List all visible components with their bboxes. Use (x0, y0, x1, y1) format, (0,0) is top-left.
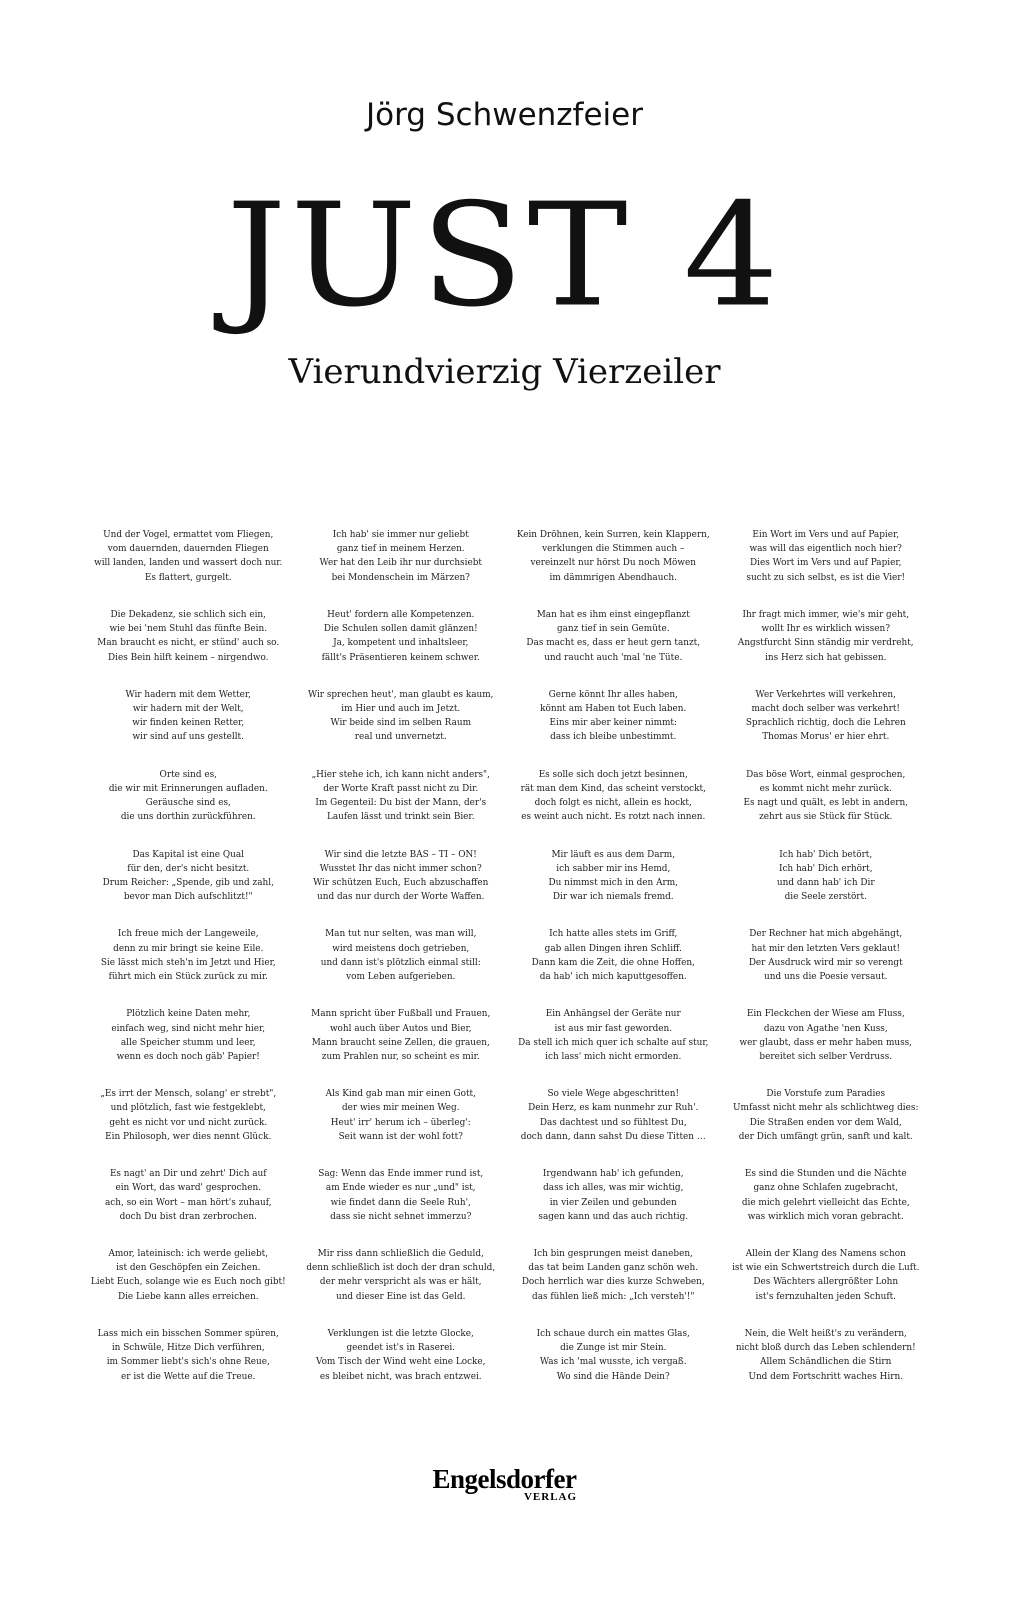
stanza-line: die Zunge ist mir Stein. (560, 1343, 667, 1354)
stanza-line: Wir beide sind im selben Raum (330, 718, 471, 729)
stanza-line: Ihr fragt mich immer, wie's mir geht, (742, 609, 910, 620)
publisher-name: Engelsdorfer (432, 1464, 577, 1494)
stanza-line: Wusstet Ihr das nicht immer schon? (319, 863, 482, 874)
stanza-line: Es nagt und quält, es lebt in andern, (743, 798, 908, 809)
stanza-line: Was ich 'mal wusste, ich vergaß. (539, 1357, 687, 1368)
stanza-line: Man braucht es nicht, er stünd' auch so. (97, 638, 280, 649)
stanza-line: Mann braucht seine Zellen, die grauen, (311, 1037, 490, 1048)
stanza-line: Angstfurcht Sinn ständig mir verdreht, (737, 638, 914, 649)
stanza-line: Ein Philosoph, wer dies nennt Glück. (105, 1131, 272, 1142)
stanza-line: ganz tief in sein Gemüte. (556, 624, 670, 635)
stanza-line: Es flattert, gurgelt. (144, 572, 232, 583)
stanza-line: in Schwüle, Hitze Dich verführen, (111, 1343, 265, 1354)
stanza-line: Sag: Wenn das Ende immer rund ist, (318, 1169, 484, 1180)
stanza-line: geendet ist's in Raserei. (346, 1343, 455, 1354)
stanza-line: die uns dorthin zurückführen. (120, 812, 256, 823)
stanza-line: Irgendwann hab' ich gefunden, (542, 1169, 684, 1180)
stanza-line: wollt Ihr es wirklich wissen? (761, 624, 890, 635)
stanza-line: Ich bin gesprungen meist daneben, (533, 1249, 693, 1260)
stanza-line: zum Prahlen nur, so scheint es mir. (321, 1051, 480, 1062)
book-title: JUST 4 (226, 173, 783, 339)
stanza-line: rät man dem Kind, das scheint verstockt, (520, 783, 706, 794)
stanza-line: vom Leben aufgerieben. (346, 972, 456, 983)
stanza-line: Ich freue mich der Langeweile, (117, 929, 259, 940)
stanza (82, 525, 295, 605)
stanza-line: Ich hab' Dich erhört, (778, 863, 873, 874)
stanza-line: das fühlen ließ mich: „Ich versteh'!" (532, 1291, 695, 1302)
book-subtitle: Vierundvierzig Vierzeiler (288, 352, 721, 392)
stanza-line: Verklungen ist die letzte Glocke, (327, 1328, 474, 1339)
stanza-line: ist aus mir fast geworden. (554, 1023, 673, 1034)
stanza-line: sagen kann und das auch richtig. (538, 1211, 689, 1222)
stanza-line: bevor man Dich aufschlitzt!" (123, 892, 253, 903)
stanza-line: wie findet dann die Seele Ruh', (330, 1197, 471, 1208)
stanza-line: einfach weg, sind nicht mehr hier, (111, 1023, 266, 1034)
stanza (295, 845, 508, 925)
stanza (295, 1084, 508, 1164)
stanza-line: im Sommer liebt's sich's ohne Reue, (106, 1357, 270, 1368)
stanza-line: die mich gelehrt vielleicht das Echte, (741, 1197, 910, 1208)
stanza-line: vom dauernden, dauernden Fliegen (107, 544, 269, 555)
stanza-line: Die Liebe kann alles erreichen. (117, 1291, 259, 1302)
stanza (82, 1324, 295, 1404)
stanza-line: der Dich umfängt grün, sanft und kalt. (738, 1131, 913, 1142)
stanza-line: und dann hab' ich Dir (776, 877, 875, 888)
stanza (507, 765, 720, 845)
stanza-line: der mehr verspricht als was er hält, (319, 1277, 482, 1288)
stanza-line: verklungen die Stimmen auch – (542, 544, 685, 555)
stanza (295, 1164, 508, 1244)
stanza (295, 1324, 508, 1404)
stanza-line: Orte sind es, (159, 769, 217, 780)
stanza-line: es weint auch nicht. Es rotzt nach innen. (521, 812, 706, 823)
stanza-line: Amor, lateinisch: ich werde geliebt, (108, 1249, 269, 1260)
stanza-line: im dämmrigen Abendhauch. (549, 572, 677, 583)
stanza (720, 1004, 933, 1084)
stanza-line: will landen, landen und wassert doch nur. (94, 558, 283, 569)
stanza-line: Nein, die Welt heißt's zu verändern, (744, 1328, 907, 1339)
stanza-line: Wer hat den Leib ihr nur durchsiebt (319, 558, 482, 569)
stanza (82, 685, 295, 765)
stanza-line: ganz tief in meinem Herzen. (336, 544, 465, 555)
stanza-line: Eins mir aber keiner nimmt: (549, 718, 677, 729)
stanza (295, 685, 508, 765)
stanza-line: Mann spricht über Fußball und Frauen, (311, 1009, 491, 1020)
stanza-line: Und dem Fortschritt waches Hirn. (748, 1371, 904, 1382)
stanza-line: Wo sind die Hände Dein? (556, 1371, 670, 1382)
stanza-line: Ich schaue durch ein mattes Glas, (536, 1328, 690, 1339)
stanza-line: vereinzelt nur hörst Du noch Möwen (530, 558, 696, 569)
stanza-line: der Worte Kraft passt nicht zu Dir. (323, 783, 479, 794)
stanza-line: Dein Herz, es kam nunmehr zur Ruh'. (528, 1103, 699, 1114)
publisher-sub: VERLAG (523, 1491, 578, 1503)
stanza-line: Sprachlich richtig, doch die Lehren (745, 718, 906, 729)
stanza-line: ach, so ein Wort – man hört's zuhauf, (104, 1197, 272, 1208)
stanza-line: Ich hatte alles stets im Griff, (549, 929, 678, 940)
stanza (82, 1164, 295, 1244)
stanza-line: wenn es doch noch gäb' Papier! (116, 1051, 260, 1062)
stanza-line: So viele Wege abgeschritten! (547, 1089, 680, 1100)
stanza-line: dass ich bleibe unbestimmt. (550, 732, 677, 743)
stanza (720, 685, 933, 765)
stanza-line: wir sind auf uns gestellt. (132, 732, 244, 743)
stanza-line: ganz ohne Schlafen zugebracht, (753, 1183, 899, 1194)
stanza-line: ein Wort, das ward' gesprochen. (115, 1183, 262, 1194)
stanza-line: Wer Verkehrtes will verkehren, (755, 689, 896, 700)
stanza-grid (82, 525, 932, 1395)
stanza (295, 924, 508, 1004)
stanza-line: das tat beim Landen ganz schön weh. (528, 1263, 699, 1274)
stanza-line: wird meistens doch getrieben, (332, 943, 470, 954)
stanza-line: ist wie ein Schwertstreich durch die Luft. (732, 1263, 920, 1274)
stanza-line: am Ende wieder es nur „und" ist, (325, 1183, 476, 1194)
stanza-line: wir finden keinen Retter, (132, 718, 245, 729)
stanza (507, 605, 720, 685)
stanza-line: Als Kind gab man mir einen Gott, (325, 1089, 476, 1100)
stanza-line: alle Speicher stumm und leer, (120, 1037, 256, 1048)
publisher-logo (0, 1466, 1009, 1502)
stanza-line: und dann ist's plötzlich einmal still: (320, 957, 481, 968)
stanza-line: Und der Vogel, ermattet vom Fliegen, (103, 530, 274, 540)
stanza-line: Wir schützen Euch, Euch abzuschaffen (313, 877, 489, 888)
stanza-line: Die Dekadenz, sie schlich sich ein, (110, 609, 266, 620)
stanza-line: nicht bloß durch das Leben schlendern! (735, 1343, 916, 1354)
stanza-line: und raucht auch 'mal 'ne Tüte. (544, 652, 683, 663)
stanza-line: Thomas Morus' er hier ehrt. (762, 732, 890, 743)
stanza-line: Man hat es ihm einst eingepflanzt (536, 609, 690, 620)
stanza-line: Dann kam die Zeit, die ohne Hoffen, (531, 957, 695, 968)
stanza (507, 1004, 720, 1084)
stanza-line: ins Herz sich hat gebissen. (765, 652, 887, 663)
stanza-line: Wir hadern mit dem Wetter, (125, 689, 252, 700)
stanza-line: Sie lässt mich steh'n im Jetzt und Hier, (100, 957, 276, 968)
stanza-line: Plötzlich keine Daten mehr, (126, 1009, 251, 1020)
stanza (82, 924, 295, 1004)
stanza-line: doch dann, dann sahst Du diese Titten … (520, 1131, 706, 1142)
stanza-line: Im Gegenteil: Du bist der Mann, der's (315, 798, 487, 809)
stanza-line: in vier Zeilen und gebunden (549, 1197, 677, 1208)
stanza-line: Es solle sich doch jetzt besinnen, (538, 769, 688, 780)
stanza (507, 924, 720, 1004)
stanza-line: bereitet sich selber Verdruss. (759, 1051, 893, 1062)
stanza (507, 1164, 720, 1244)
stanza-line: Ein Wort im Vers und auf Papier, (752, 530, 900, 540)
stanza-line: Das Kapital ist eine Qual (132, 849, 245, 860)
stanza-line: Gerne könnt Ihr alles haben, (548, 689, 678, 700)
stanza (507, 1324, 720, 1404)
stanza-line: denn schließlich ist doch der dran schuld, (306, 1263, 496, 1274)
stanza-line: die Seele zerstört. (784, 892, 867, 903)
stanza-line: Ich hab' sie immer nur geliebt (332, 530, 469, 540)
stanza-line: Mir läuft es aus dem Darm, (551, 849, 676, 860)
stanza-line: was wirklich mich voran gebracht. (747, 1211, 904, 1222)
stanza-line: Da stell ich mich quer ich schalte auf stur, (518, 1037, 709, 1048)
stanza-line: Wir sind die letzte BAS – TI – ON! (324, 849, 477, 860)
stanza (720, 1244, 933, 1324)
stanza-line: Mir riss dann schließlich die Geduld, (317, 1249, 484, 1260)
stanza-line: wohl auch über Autos und Bier, (329, 1023, 472, 1034)
stanza-line: ist's fernzuhalten jeden Schuft. (755, 1291, 896, 1302)
stanza-line: im Hier und auch im Jetzt. (341, 703, 461, 714)
stanza-line: Es nagt' an Dir und zehrt' Dich auf (109, 1169, 267, 1180)
stanza (720, 1324, 933, 1404)
stanza-line: Ja, kompetent und inhaltsleer, (333, 638, 469, 649)
stanza-line: ich lass' mich nicht ermorden. (545, 1051, 682, 1062)
stanza-line: was will das eigentlich noch hier? (749, 544, 902, 555)
stanza-line: real und unvernetzt. (354, 732, 447, 743)
stanza-line: Dir war ich niemals fremd. (552, 892, 674, 903)
stanza-line: er ist die Wette auf die Treue. (121, 1371, 256, 1382)
stanza-line: Der Rechner hat mich abgehängt, (749, 929, 903, 940)
stanza-line: da hab' ich mich kaputtgesoffen. (539, 972, 687, 983)
stanza-line: fällt's Präsentieren keinem schwer. (321, 652, 480, 663)
stanza-line: Der Ausdruck wird mir so verengt (748, 957, 903, 968)
stanza (82, 1084, 295, 1164)
stanza-line: dass ich alles, was mir wichtig, (543, 1183, 684, 1194)
stanza (720, 1164, 933, 1244)
stanza-line: Seit wann ist der wohl fott? (338, 1131, 463, 1142)
stanza-line: für den, der's nicht besitzt. (127, 863, 250, 874)
stanza-line: dazu von Agathe 'nen Kuss, (763, 1023, 888, 1034)
stanza-line: Heut' fordern alle Kompetenzen. (327, 609, 475, 620)
stanza-line: Man tut nur selten, was man will, (325, 929, 477, 940)
stanza-line: der wies mir meinen Weg. (341, 1103, 460, 1114)
stanza (720, 605, 933, 685)
stanza-line: Umfasst nicht mehr als schlichtweg dies: (733, 1103, 919, 1114)
stanza-line: Kein Dröhnen, kein Surren, kein Klappern, (516, 530, 710, 540)
stanza-line: zehrt aus sie Stück für Stück. (759, 812, 893, 823)
stanza-line: Laufen lässt und trinkt sein Bier. (326, 812, 475, 823)
stanza (82, 765, 295, 845)
stanza-line: bei Mondenschein im Märzen? (331, 572, 470, 583)
stanza-line: ich sabber mir ins Hemd, (556, 863, 671, 874)
stanza (720, 1084, 933, 1164)
stanza (295, 1244, 508, 1324)
stanza (507, 525, 720, 605)
stanza-line: die wir mit Erinnerungen aufladen. (108, 783, 268, 794)
stanza-line: Es sind die Stunden und die Nächte (744, 1169, 907, 1180)
stanza-line: es kommt nicht mehr zurück. (759, 783, 892, 794)
stanza-line: doch Du bist dran zerbrochen. (119, 1211, 257, 1222)
stanza (295, 605, 508, 685)
stanza-line: ist den Geschöpfen ein Zeichen. (116, 1263, 261, 1274)
stanza-line: Geräusche sind es, (145, 798, 231, 809)
stanza (507, 1084, 720, 1164)
stanza (295, 765, 508, 845)
stanza-line: und dieser Eine ist das Geld. (336, 1291, 466, 1302)
stanza-line: geht es nicht vor und nicht zurück. (109, 1117, 268, 1128)
stanza-line: Des Wächters allergrößter Lohn (753, 1277, 899, 1288)
stanza-line: Drum Reicher: „Spende, gib und zahl, (102, 877, 274, 888)
stanza-line: Wir sprechen heut', man glaubt es kaum, (308, 689, 494, 700)
stanza-line: Das macht es, dass er heut gern tanzt, (526, 638, 701, 649)
stanza-line: und plötzlich, fast wie festgeklebt, (110, 1103, 266, 1114)
stanza-line: hat mir den letzten Vers geklaut! (751, 943, 901, 954)
stanza (82, 1004, 295, 1084)
stanza (507, 685, 720, 765)
stanza (720, 924, 933, 1004)
stanza-line: denn zu mir bringt sie keine Eile. (113, 943, 264, 954)
stanza (295, 525, 508, 605)
stanza-line: Das böse Wort, einmal gesprochen, (746, 769, 906, 780)
stanza (295, 1004, 508, 1084)
stanza-line: dass sie nicht sehnet immerzu? (330, 1211, 472, 1222)
stanza (82, 845, 295, 925)
stanza-line: es bleibet nicht, was brach entzwei. (319, 1371, 482, 1382)
stanza-line: Dies Bein hilft keinem – nirgendwo. (108, 652, 269, 663)
stanza-line: führt mich ein Stück zurück zu mir. (108, 972, 268, 983)
author-name: Jörg Schwenzfeier (366, 97, 643, 133)
stanza-line: Doch herrlich war dies kurze Schweben, (521, 1277, 705, 1288)
stanza-line: Ich hab' Dich betört, (779, 849, 873, 860)
stanza-line: und uns die Poesie versaut. (764, 972, 888, 983)
stanza-line: wer glaubt, dass er mehr haben muss, (739, 1037, 913, 1048)
stanza-line: wie bei 'nem Stuhl das fünfte Bein. (109, 624, 268, 635)
stanza (507, 1244, 720, 1324)
stanza-line: sucht zu sich selbst, es ist die Vier! (746, 572, 906, 583)
stanza-line: Das dachtest und so fühltest Du, (539, 1117, 687, 1128)
stanza-line: Dies Wort im Vers und auf Papier, (750, 558, 902, 569)
stanza-line: und das nur durch der Worte Waffen. (317, 892, 485, 903)
stanza-line: Ein Fleckchen der Wiese am Fluss, (746, 1009, 905, 1020)
stanza (507, 845, 720, 925)
stanza-line: Lass mich ein bisschen Sommer spüren, (97, 1328, 279, 1339)
stanza-line: Ein Anhängsel der Geräte nur (545, 1009, 681, 1020)
stanza-line: „Es irrt der Mensch, solang' er strebt", (100, 1089, 277, 1100)
stanza-line: Allein der Klang des Namens schon (745, 1249, 906, 1260)
stanza (720, 845, 933, 925)
stanza-line: könnt am Haben tot Euch laben. (540, 703, 687, 714)
stanza-line: Heut' irr' herum ich – überleg': (330, 1117, 471, 1128)
stanza-line: Allem Schändlichen die Stirn (760, 1357, 892, 1368)
stanza (82, 1244, 295, 1324)
stanza-line: Die Vorstufe zum Paradies (766, 1089, 886, 1100)
stanza-line: wir hadern mit der Welt, (132, 703, 244, 714)
stanza-line: Die Straßen enden vor dem Wald, (749, 1117, 902, 1128)
stanza-line: Liebt Euch, solange wie es Euch noch gibt! (90, 1277, 286, 1288)
stanza-line: „Hier stehe ich, ich kann nicht anders", (311, 769, 490, 780)
stanza (720, 765, 933, 845)
stanza (82, 605, 295, 685)
stanza-line: macht doch selber was verkehrt! (751, 703, 900, 714)
stanza-line: Die Schulen sollen damit glänzen! (323, 624, 478, 635)
stanza-line: gab allen Dingen ihren Schliff. (544, 943, 682, 954)
stanza (720, 525, 933, 605)
stanza-line: Du nimmst mich in den Arm, (548, 877, 678, 888)
stanza-line: Vom Tisch der Wind weht eine Locke, (315, 1357, 486, 1368)
stanza-line: doch folgt es nicht, allein es hockt, (534, 798, 692, 809)
